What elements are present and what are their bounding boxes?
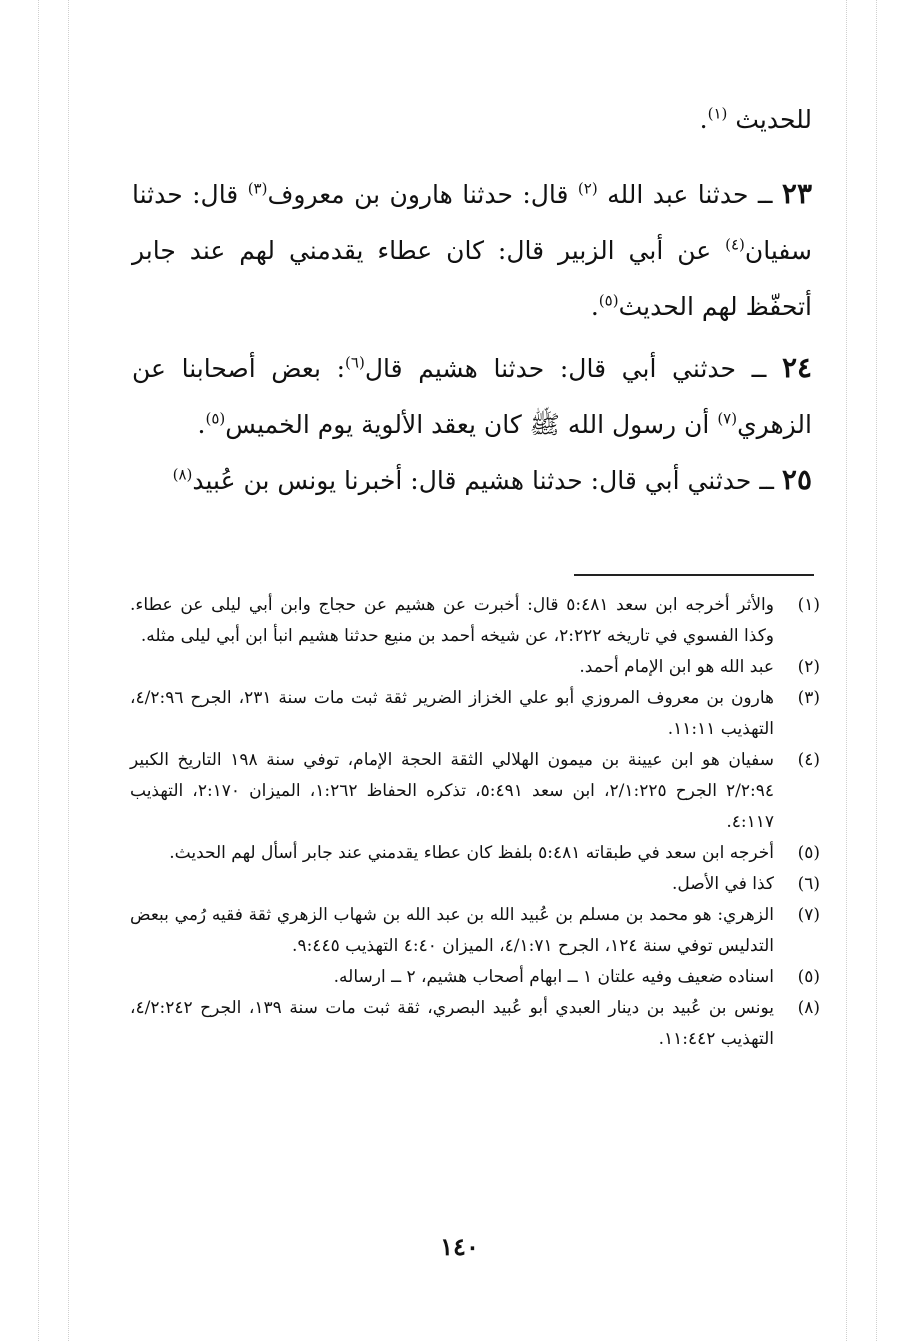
- footnote: [130, 652, 820, 683]
- margin-guide: [876, 0, 877, 1341]
- footnote: [130, 590, 820, 652]
- hadith-text: ــ حدثني أبي قال: حدثنا هشيم قال: [364, 354, 782, 383]
- footnote-marker: (٦): [797, 874, 820, 894]
- hadith-text: عن أبي الزبير قال: كان عطاء يقدمني لهم عند جابر أتحفّظ لهم الحديث: [132, 236, 812, 321]
- footnote-text: سفيان هو ابن عيينة بن ميمون الهلالي الثقة الحجة الإمام، توفي سنة ١٩٨ التاريخ الكبير ٢/٢:٩٤ الجرح ٢/١:٢٢٥، ابن سعد ٥:٤٩١، تذكره الحفاظ ١:٢٦٢، الميزان ٢:١٧٠، التهذيب ٤:١١٧.: [130, 750, 775, 832]
- page-number: ١٤٠: [440, 1232, 479, 1261]
- hadith-number: ٢٣: [781, 177, 812, 210]
- footnote: [130, 869, 820, 900]
- hadith-25: [132, 452, 812, 509]
- hadith-number: ٢٤: [781, 351, 813, 384]
- footnote-text: اسناده ضعيف وفيه علتان ١ ــ ابهام أصحاب هشيم، ٢ ــ ارساله.: [333, 967, 774, 987]
- footnote: [130, 962, 820, 993]
- footnote-marker: (٥): [797, 967, 820, 987]
- period: .: [590, 292, 599, 321]
- footnote-text: هارون بن معروف المروزي أبو علي الخزاز الضرير ثقة ثبت مات سنة ٢٣١، الجرح ٤/٢:٩٦، التهذيب ١١:١١.: [130, 688, 774, 739]
- hadith-text: ــ حدثنا عبد الله: [597, 180, 782, 209]
- footnote-ref: (١): [707, 104, 728, 123]
- footnote-ref: (٨): [172, 465, 193, 484]
- footnote-marker: (٨): [797, 998, 820, 1018]
- continuation-text: [132, 92, 812, 148]
- footnote-text: والأثر أخرجه ابن سعد ٥:٤٨١ قال: أخبرت عن هشيم عن حجاج وابن أبي ليلى عن عطاء. وكذا الفسوي في تاريخه ٢:٢٢٢، عن شيخه أحمد بن منيع حدثنا هشيم انبأ ابن أبي ليلى مثله.: [130, 595, 774, 646]
- footnotes: [130, 590, 820, 1055]
- hadith-text: : بعض أصحابنا عن الزهري: [132, 354, 812, 439]
- hadith-number: ٢٥: [781, 463, 812, 496]
- footnote: [130, 993, 820, 1055]
- continuation-word: للحديث: [735, 105, 812, 134]
- footnote-text: كذا في الأصل.: [672, 874, 774, 894]
- footnote-ref: (٢): [577, 179, 598, 198]
- hadith-23: [132, 166, 812, 335]
- margin-guide: [846, 0, 847, 1341]
- hadith-text: أن رسول الله ﷺ كان يعقد الألوية يوم الخميس: [225, 410, 718, 439]
- footnote: [130, 745, 820, 838]
- footnote: [130, 683, 820, 745]
- footnote-marker: (٢): [797, 657, 820, 677]
- footnote-text: عبد الله هو ابن الإمام أحمد.: [579, 657, 774, 677]
- footnote-ref: (٤): [725, 235, 745, 254]
- footnote-ref: (٥): [205, 409, 226, 428]
- footnote-ref: (٦): [345, 353, 365, 372]
- footnote-text: يونس بن عُبيد بن دينار العبدي أبو عُبيد البصري، ثقة ثبت مات سنة ١٣٩، الجرح ٤/٢:٢٤٢، التهذيب ١١:٤٤٢.: [130, 998, 774, 1049]
- footnote-marker: (٧): [797, 905, 820, 925]
- footnote-text: أخرجه ابن سعد في طبقاته ٥:٤٨١ بلفظ كان عطاء يقدمني عند جابر أسأل لهم الحديث.: [169, 843, 774, 863]
- hadith-24: [132, 340, 812, 453]
- footnote-marker: (٤): [797, 750, 820, 770]
- footnote-marker: (٥): [797, 843, 820, 863]
- footnote: [130, 838, 820, 869]
- margin-guide: [38, 0, 39, 1341]
- footnote-separator: [574, 574, 814, 576]
- footnote-ref: (٧): [717, 409, 738, 428]
- footnote-marker: (١): [797, 595, 820, 615]
- hadith-text: قال: حدثنا هارون بن معروف: [267, 180, 578, 209]
- period: .: [699, 105, 708, 134]
- hadith-text: قال: حدثنا سفيان: [132, 180, 812, 265]
- footnote-ref: (٣): [247, 179, 268, 198]
- hadith-text: ــ حدثني أبي قال: حدثنا هشيم قال: أخبرنا يونس بن عُبيد: [192, 466, 782, 495]
- period: .: [197, 410, 206, 439]
- footnote-marker: (٣): [797, 688, 820, 708]
- margin-guide: [68, 0, 69, 1341]
- footnote: [130, 900, 820, 962]
- footnote-text: الزهري: هو محمد بن مسلم بن عُبيد الله بن عبد الله بن شهاب الزهري ثقة فقيه رُمي ببعض التدليس توفي سنة ١٢٤، الجرح ٤/١:٧١، الميزان ٤:٤٠ التهذيب ٩:٤٤٥.: [130, 905, 774, 956]
- footnote-ref: (٥): [598, 291, 619, 310]
